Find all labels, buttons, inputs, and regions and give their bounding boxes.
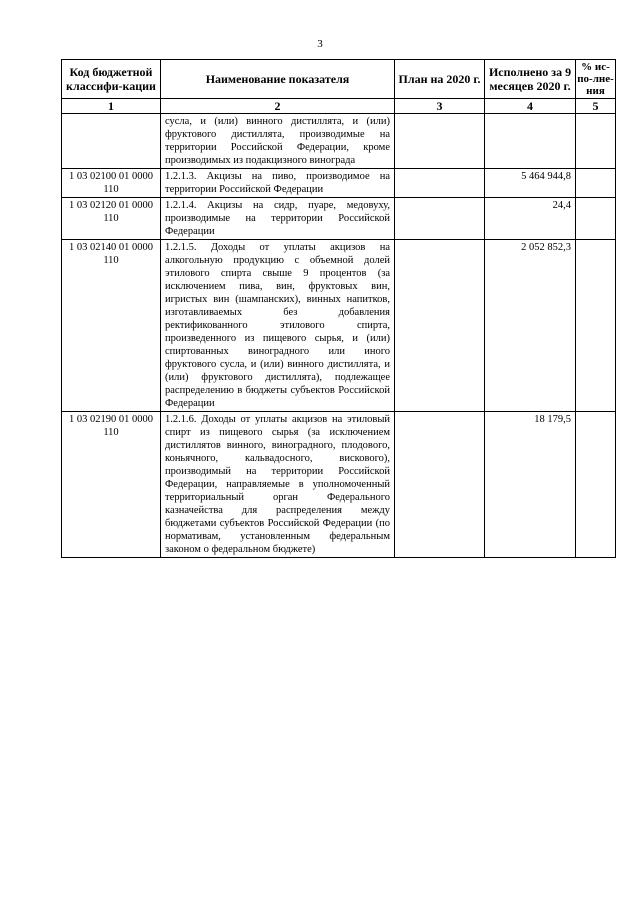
table-header-row (62, 60, 616, 99)
row-percent (576, 169, 616, 198)
table-row (62, 169, 616, 198)
row-plan (395, 240, 485, 412)
row-percent (576, 412, 616, 558)
row-name: сусла, и (или) винного дистиллята, и (или) фруктового дистиллята, производимые на территории Российской Федерации, кроме производимых из подакцизного винограда (161, 114, 395, 169)
row-code (62, 114, 161, 169)
row-code: 1 03 02140 01 0000 110 (62, 240, 161, 412)
column-number: 2 (161, 99, 395, 114)
column-number: 4 (485, 99, 576, 114)
row-executed (485, 114, 576, 169)
table-row (62, 240, 616, 412)
table-row (62, 412, 616, 558)
table-row (62, 114, 616, 169)
budget-table (61, 59, 616, 558)
header-name: Наименование показателя (161, 60, 395, 99)
row-plan (395, 114, 485, 169)
row-code: 1 03 02120 01 0000 110 (62, 198, 161, 240)
column-number: 5 (576, 99, 616, 114)
header-executed: Исполнено за 9 месяцев 2020 г. (485, 60, 576, 99)
row-percent (576, 240, 616, 412)
row-name: 1.2.1.4. Акцизы на сидр, пуаре, медовуху, производимые на территории Российской Федерации (161, 198, 395, 240)
column-number: 1 (62, 99, 161, 114)
row-percent (576, 198, 616, 240)
header-plan: План на 2020 г. (395, 60, 485, 99)
row-percent (576, 114, 616, 169)
row-executed: 2 052 852,3 (485, 240, 576, 412)
row-code: 1 03 02100 01 0000 110 (62, 169, 161, 198)
header-percent: % ис-по-лне-ния (577, 61, 614, 97)
row-name: 1.2.1.6. Доходы от уплаты акцизов на этиловый спирт из пищевого сырья (за исключением дистиллятов винного, виноградного, плодового, коньячного, кальвадосного, вискового), производимый на территории Российской Федерации, направляемые в уполномоченный территориальный орган Федерального казначейства для распределения между бюджетами субъектов Российской Федерации (по нормативам, установленным федеральным законом о федеральном бюджете) (161, 412, 395, 558)
row-name: 1.2.1.3. Акцизы на пиво, производимое на территории Российской Федерации (161, 169, 395, 198)
column-number-row (62, 99, 616, 114)
row-name: 1.2.1.5. Доходы от уплаты акцизов на алкогольную продукцию с объемной долей этилового спирта свыше 9 процентов (за исключением пива, вин, фруктовых вин, игристых вин (шампанских), винных напитков, изготавливаемых без добавления ректификованного этилового спирта, произведенного из пищевого сырья, и (или) спиртованных виноградного или иного фруктового сусла, и (или) винного дистиллята, и (или) фруктового дистиллята), подлежащее распределению в бюджеты субъектов Российской Федерации (161, 240, 395, 412)
row-executed: 5 464 944,8 (485, 169, 576, 198)
page-number: 3 (317, 38, 323, 50)
row-plan (395, 169, 485, 198)
row-plan (395, 412, 485, 558)
table-row (62, 198, 616, 240)
row-code: 1 03 02190 01 0000 110 (62, 412, 161, 558)
row-plan (395, 198, 485, 240)
header-code: Код бюджетной классифи-кации (62, 60, 161, 99)
column-number: 3 (395, 99, 485, 114)
row-executed: 18 179,5 (485, 412, 576, 558)
row-executed: 24,4 (485, 198, 576, 240)
